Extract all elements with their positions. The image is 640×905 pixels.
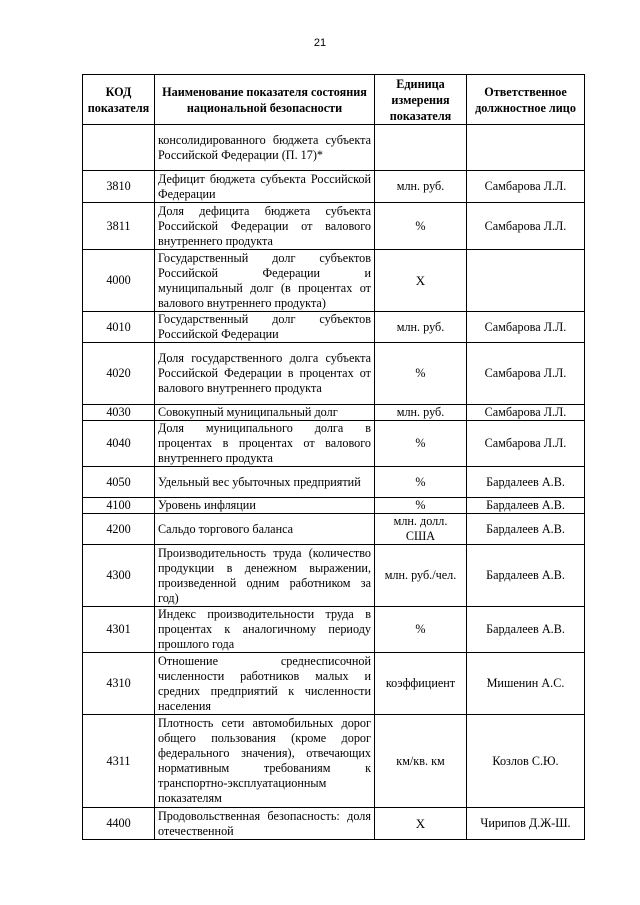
cell-name: Производительность труда (количество продукции в денежном выражении, произведенной одним работником за год) <box>155 545 375 607</box>
cell-code: 3810 <box>83 171 155 203</box>
cell-name: Плотность сети автомобильных дорог общего пользования (кроме дорог федерального значения), отвечающих нормативным требованиям к транспортно-эксплуатационным показателям <box>155 715 375 808</box>
table-row <box>83 421 585 467</box>
table-row <box>83 343 585 405</box>
cell-unit: % <box>375 607 467 653</box>
table-row <box>83 607 585 653</box>
cell-name: консолидированного бюджета субъекта Российской Федерации (П. 17)* <box>155 125 375 171</box>
cell-code: 4000 <box>83 250 155 312</box>
cell-name: Сальдо торгового баланса <box>155 514 375 545</box>
header-unit: Единица измерения показателя <box>375 75 467 125</box>
table-row <box>83 312 585 343</box>
cell-responsible: Самбарова Л.Л. <box>467 343 585 405</box>
cell-responsible: Самбарова Л.Л. <box>467 421 585 467</box>
table-row <box>83 545 585 607</box>
cell-responsible: Мишенин А.С. <box>467 653 585 715</box>
cell-unit: Х <box>375 250 467 312</box>
cell-unit: млн. долл. США <box>375 514 467 545</box>
header-row <box>83 75 585 125</box>
cell-code <box>83 125 155 171</box>
cell-unit: % <box>375 467 467 498</box>
cell-name: Индекс производительности труда в процентах к аналогичному периоду прошлого года <box>155 607 375 653</box>
cell-responsible: Бардалеев А.В. <box>467 514 585 545</box>
cell-responsible: Козлов С.Ю. <box>467 715 585 808</box>
cell-code: 4300 <box>83 545 155 607</box>
cell-unit: млн. руб. <box>375 405 467 421</box>
cell-responsible: Бардалеев А.В. <box>467 467 585 498</box>
cell-responsible: Самбарова Л.Л. <box>467 312 585 343</box>
cell-code: 4010 <box>83 312 155 343</box>
table-row <box>83 467 585 498</box>
cell-responsible: Самбарова Л.Л. <box>467 203 585 250</box>
cell-unit: млн. руб. <box>375 312 467 343</box>
cell-responsible: Бардалеев А.В. <box>467 498 585 514</box>
header-name: Наименование показателя состояния национальной безопасности <box>155 75 375 125</box>
cell-name: Продовольственная безопасность: доля отечественной <box>155 808 375 840</box>
cell-unit: млн. руб./чел. <box>375 545 467 607</box>
table-row <box>83 498 585 514</box>
cell-code: 4311 <box>83 715 155 808</box>
table-row <box>83 171 585 203</box>
cell-unit: % <box>375 421 467 467</box>
cell-code: 4310 <box>83 653 155 715</box>
cell-responsible: Бардалеев А.В. <box>467 545 585 607</box>
cell-code: 4100 <box>83 498 155 514</box>
cell-name: Доля муниципального долга в процентах в процентах от валового внутреннего продукта <box>155 421 375 467</box>
cell-name: Удельный вес убыточных предприятий <box>155 467 375 498</box>
cell-name: Уровень инфляции <box>155 498 375 514</box>
cell-code: 4050 <box>83 467 155 498</box>
cell-unit: % <box>375 203 467 250</box>
table-row <box>83 250 585 312</box>
cell-name: Государственный долг субъектов Российской Федерации и муниципальный долг (в процентах от валового внутреннего продукта) <box>155 250 375 312</box>
cell-name: Государственный долг субъектов Российской Федерации <box>155 312 375 343</box>
cell-unit: км/кв. км <box>375 715 467 808</box>
cell-responsible: Самбарова Л.Л. <box>467 171 585 203</box>
table-row <box>83 808 585 840</box>
table-row <box>83 405 585 421</box>
cell-unit: % <box>375 343 467 405</box>
cell-code: 4020 <box>83 343 155 405</box>
cell-code: 4301 <box>83 607 155 653</box>
cell-responsible <box>467 125 585 171</box>
header-responsible: Ответственное должностное лицо <box>467 75 585 125</box>
cell-unit: млн. руб. <box>375 171 467 203</box>
cell-code: 4040 <box>83 421 155 467</box>
cell-responsible: Чирипов Д.Ж-Ш. <box>467 808 585 840</box>
cell-responsible <box>467 250 585 312</box>
table-row <box>83 715 585 808</box>
cell-code: 3811 <box>83 203 155 250</box>
table-row <box>83 203 585 250</box>
table-header <box>83 75 585 125</box>
cell-name: Доля дефицита бюджета субъекта Российской Федерации от валового внутреннего продукта <box>155 203 375 250</box>
cell-code: 4400 <box>83 808 155 840</box>
cell-unit: Х <box>375 808 467 840</box>
header-code: КОД показателя <box>83 75 155 125</box>
page-number: 21 <box>313 37 327 49</box>
table-row <box>83 125 585 171</box>
cell-unit: % <box>375 498 467 514</box>
table-body <box>83 125 585 840</box>
cell-name: Отношение среднесписочной численности работников малых и средних предприятий к численности населения <box>155 653 375 715</box>
cell-name: Совокупный муниципальный долг <box>155 405 375 421</box>
cell-name: Дефицит бюджета субъекта Российской Федерации <box>155 171 375 203</box>
table-row <box>83 514 585 545</box>
cell-responsible: Самбарова Л.Л. <box>467 405 585 421</box>
cell-unit: коэффициент <box>375 653 467 715</box>
cell-responsible: Бардалеев А.В. <box>467 607 585 653</box>
cell-name: Доля государственного долга субъекта Российской Федерации в процентах от валового внутреннего продукта <box>155 343 375 405</box>
cell-code: 4200 <box>83 514 155 545</box>
indicators-table <box>82 74 585 840</box>
cell-unit <box>375 125 467 171</box>
table-row <box>83 653 585 715</box>
cell-code: 4030 <box>83 405 155 421</box>
